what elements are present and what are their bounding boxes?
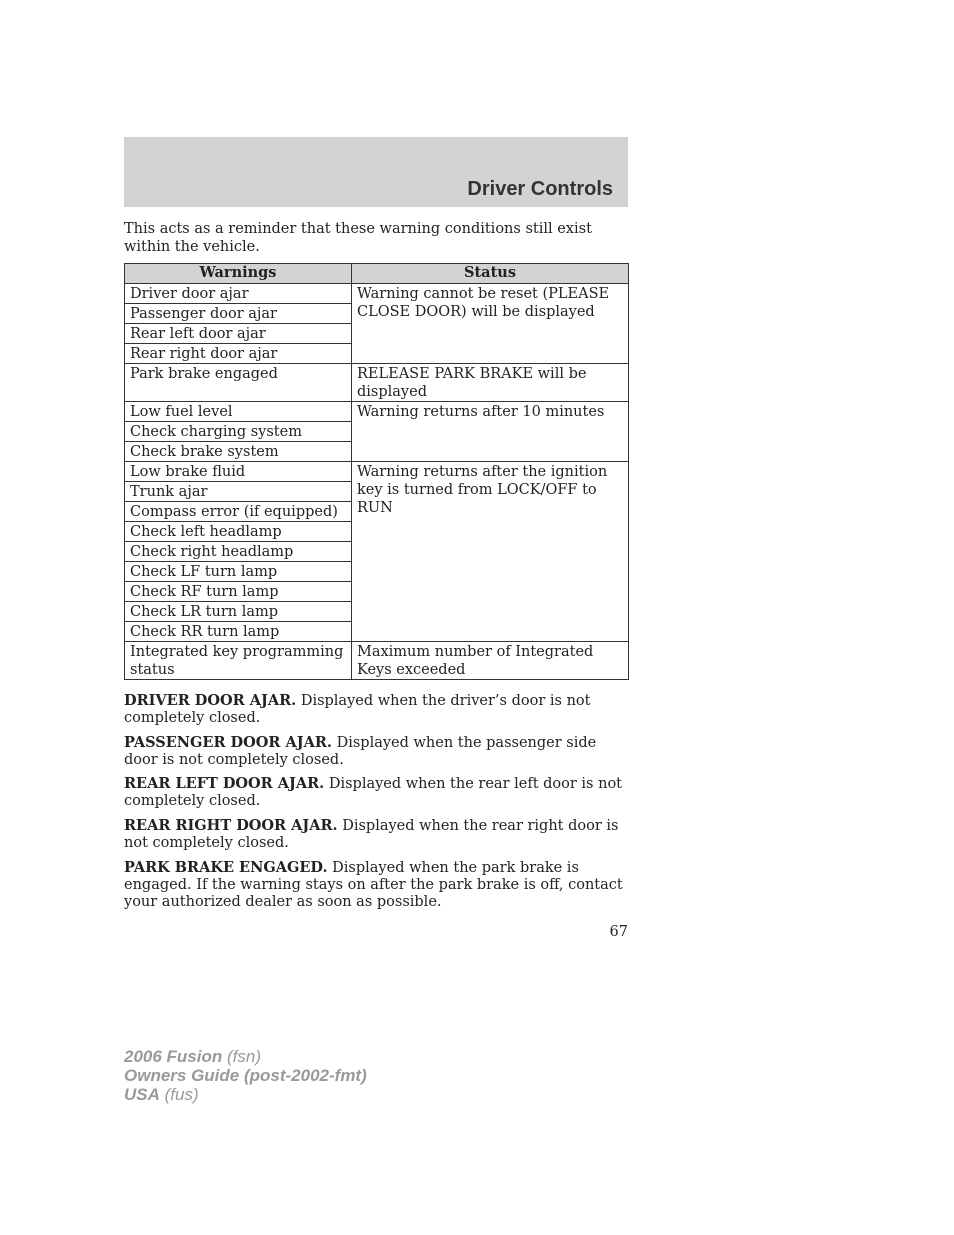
section-header-band (124, 137, 628, 207)
warning-cell: Check charging system (125, 422, 352, 442)
footer-region: USA (124, 1085, 160, 1104)
description-driver-door-ajar (124, 692, 628, 727)
warning-cell: Check RR turn lamp (125, 622, 352, 642)
description-rear-right-door-ajar (124, 817, 628, 852)
warning-cell: Rear left door ajar (125, 324, 352, 344)
warning-cell: Trunk ajar (125, 482, 352, 502)
warning-cell: Check RF turn lamp (125, 582, 352, 602)
footer-region-code: (fus) (164, 1085, 199, 1104)
table-row (125, 462, 629, 482)
description-text: Displayed when the rear right door is not completely closed. (124, 818, 619, 851)
description-rear-left-door-ajar (124, 775, 628, 810)
description-text: Displayed when the park brake is engaged. If the warning stays on after the park brake is off, contact your authorized dealer as soon as possible. (124, 860, 623, 910)
description-term: PARK BRAKE ENGAGED. (124, 859, 328, 876)
page-number: 67 (609, 924, 628, 940)
description-park-brake-engaged (124, 859, 628, 911)
table-row (125, 284, 629, 304)
status-cell: Warning returns after 10 minutes (352, 402, 629, 462)
status-cell: Maximum number of Integrated Keys exceeded (352, 642, 629, 680)
footer-line-region (124, 1085, 367, 1104)
warnings-table (124, 263, 629, 680)
section-title: Driver Controls (467, 178, 613, 200)
table-row (125, 364, 629, 402)
warning-cell: Park brake engaged (125, 364, 352, 402)
warning-cell: Check LF turn lamp (125, 562, 352, 582)
column-header-warnings: Warnings (125, 264, 352, 284)
warning-cell: Low fuel level (125, 402, 352, 422)
warning-cell: Integrated key programming status (125, 642, 352, 680)
footer-line-model (124, 1047, 367, 1066)
warning-cell: Driver door ajar (125, 284, 352, 304)
description-term: REAR RIGHT DOOR AJAR. (124, 817, 338, 834)
table-row (125, 642, 629, 680)
footer-model-code: (fsn) (227, 1047, 261, 1066)
intro-paragraph: This acts as a reminder that these warning conditions still exist within the vehicle. (124, 221, 592, 255)
footer-line-guide (124, 1066, 367, 1085)
description-term: PASSENGER DOOR AJAR. (124, 734, 332, 751)
status-cell: Warning returns after the ignition key is turned from LOCK/OFF to RUN (352, 462, 629, 642)
warning-cell: Passenger door ajar (125, 304, 352, 324)
warning-cell: Low brake fluid (125, 462, 352, 482)
warning-cell: Check brake system (125, 442, 352, 462)
warning-cell: Rear right door ajar (125, 344, 352, 364)
description-text: Displayed when the driver’s door is not completely closed. (124, 693, 591, 726)
table-row (125, 402, 629, 422)
document-footer (124, 1047, 367, 1104)
description-text: Displayed when the rear left door is not completely closed. (124, 776, 622, 809)
column-header-status: Status (352, 264, 629, 284)
description-text: Displayed when the passenger side door is not completely closed. (124, 735, 597, 768)
description-term: DRIVER DOOR AJAR. (124, 692, 297, 709)
warning-cell: Check LR turn lamp (125, 602, 352, 622)
footer-model: 2006 Fusion (124, 1047, 223, 1066)
warning-cell: Check right headlamp (125, 542, 352, 562)
status-cell: Warning cannot be reset (PLEASE CLOSE DOOR) will be displayed (352, 284, 629, 364)
footer-guide: Owners Guide (post-2002-fmt) (124, 1066, 367, 1085)
status-cell: RELEASE PARK BRAKE will be displayed (352, 364, 629, 402)
description-passenger-door-ajar (124, 734, 628, 769)
warning-cell: Check left headlamp (125, 522, 352, 542)
description-term: REAR LEFT DOOR AJAR. (124, 775, 325, 792)
table-header-row (125, 264, 629, 284)
warning-cell: Compass error (if equipped) (125, 502, 352, 522)
